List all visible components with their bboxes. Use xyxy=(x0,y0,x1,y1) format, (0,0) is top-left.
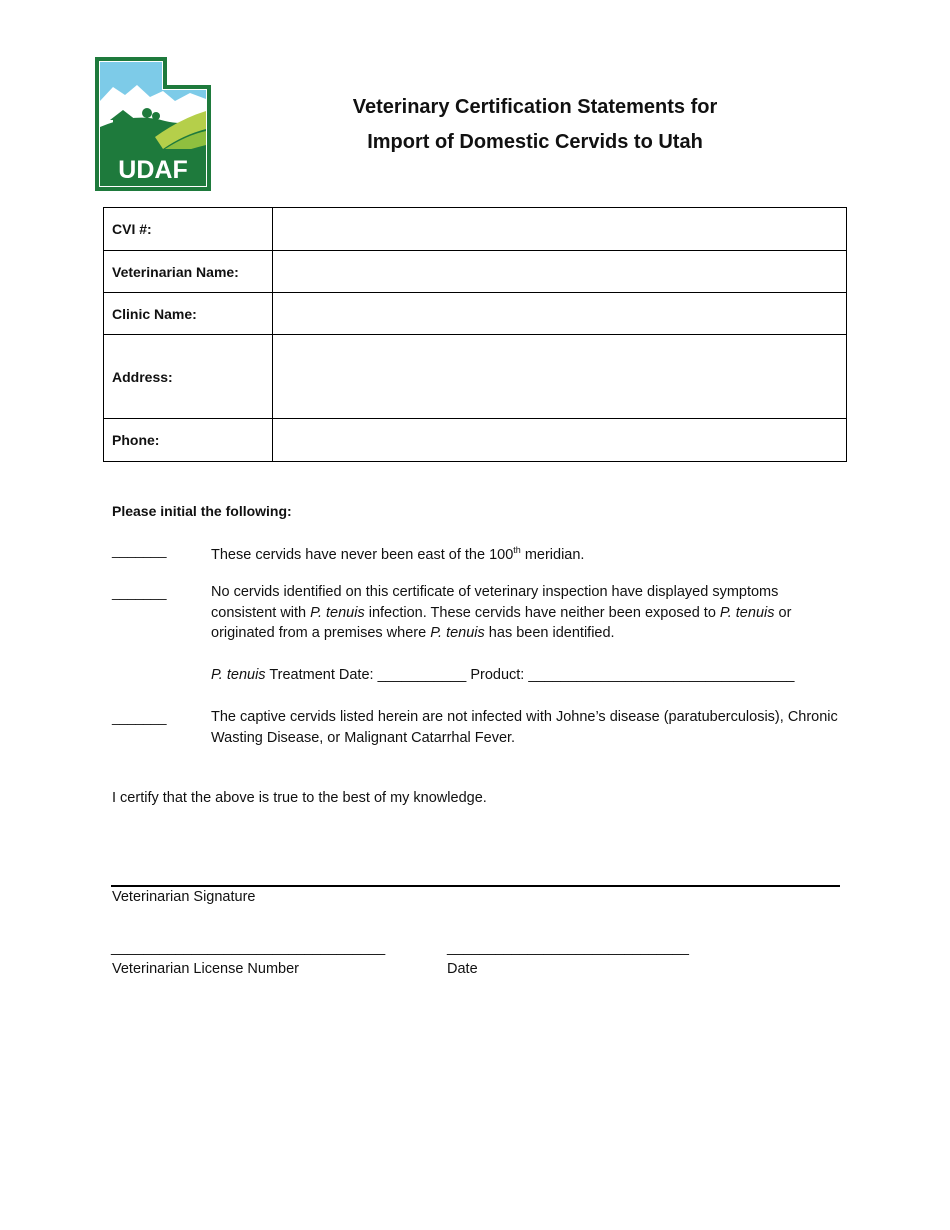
treatment-product-label: Product: xyxy=(466,667,529,683)
statement-2-part-a: No cervids identified on this certificate of veterinary inspection have displayed symptoms consistent with xyxy=(211,584,779,621)
row-veterinarian-name xyxy=(104,251,847,293)
treatment-species: P. tenuis xyxy=(211,667,266,683)
statement-2-species-1: P. tenuis xyxy=(310,604,365,621)
initial-blank-1[interactable]: _______ xyxy=(112,542,167,558)
phone-label: Phone: xyxy=(104,419,273,462)
address-field[interactable] xyxy=(273,335,847,419)
cvi-label: CVI #: xyxy=(104,208,273,251)
treatment-date-field[interactable]: ___________ xyxy=(377,667,467,683)
title-line-2: Import of Domestic Cervids to Utah xyxy=(367,131,703,153)
logo-text: UDAF xyxy=(118,156,188,184)
statement-2 xyxy=(211,582,841,644)
clinic-name-label: Clinic Name: xyxy=(104,293,273,335)
statement-2-species-2: P. tenuis xyxy=(719,604,775,621)
license-number-field[interactable]: __________________________________ xyxy=(111,940,386,956)
date-field[interactable]: ______________________________ xyxy=(447,940,689,956)
row-cvi xyxy=(104,208,847,251)
address-label: Address: xyxy=(104,335,273,419)
page-title xyxy=(300,90,770,160)
statement-1 xyxy=(211,540,841,565)
statement-2-part-c: or originated from a premises where xyxy=(211,604,792,641)
certification-text: I certify that the above is true to the best of my knowledge. xyxy=(112,790,487,806)
date-label: Date xyxy=(447,961,478,977)
statement-3: The captive cervids listed herein are not infected with Johne’s disease (paratuberculosis), Chronic Wasting Disease, or Malignant Catarrhal Fever. xyxy=(211,709,838,746)
row-address xyxy=(104,335,847,419)
instructions-heading: Please initial the following: xyxy=(112,503,292,519)
signature-line[interactable] xyxy=(111,885,840,887)
initial-blank-2[interactable]: _______ xyxy=(112,584,167,600)
statement-2-species-3: P. tenuis xyxy=(430,625,485,641)
row-clinic-name xyxy=(104,293,847,335)
veterinarian-name-label: Veterinarian Name: xyxy=(104,251,273,293)
initial-blank-3[interactable]: _______ xyxy=(112,709,167,725)
info-table xyxy=(103,207,847,462)
statement-2-part-d: has been identified. xyxy=(484,625,615,641)
treatment-product-field[interactable]: _________________________________ xyxy=(528,667,795,683)
phone-field[interactable] xyxy=(273,419,847,462)
statement-1-superscript: th xyxy=(513,545,521,555)
treatment-line xyxy=(211,665,841,686)
cvi-field[interactable] xyxy=(273,208,847,251)
title-line-1: Veterinary Certification Statements for xyxy=(352,96,718,118)
treatment-date-label: Treatment Date: xyxy=(265,667,378,683)
row-phone xyxy=(104,419,847,462)
signature-label: Veterinarian Signature xyxy=(112,889,256,905)
statement-1-text: These cervids have never been east of the 100 xyxy=(211,546,514,563)
udaf-logo xyxy=(95,57,211,191)
license-number-label: Veterinarian License Number xyxy=(112,961,299,977)
veterinarian-name-field[interactable] xyxy=(273,251,847,293)
clinic-name-field[interactable] xyxy=(273,293,847,335)
statement-1-suffix: meridian. xyxy=(520,546,585,563)
statement-2-part-b: infection. These cervids have neither been exposed to xyxy=(364,604,720,621)
